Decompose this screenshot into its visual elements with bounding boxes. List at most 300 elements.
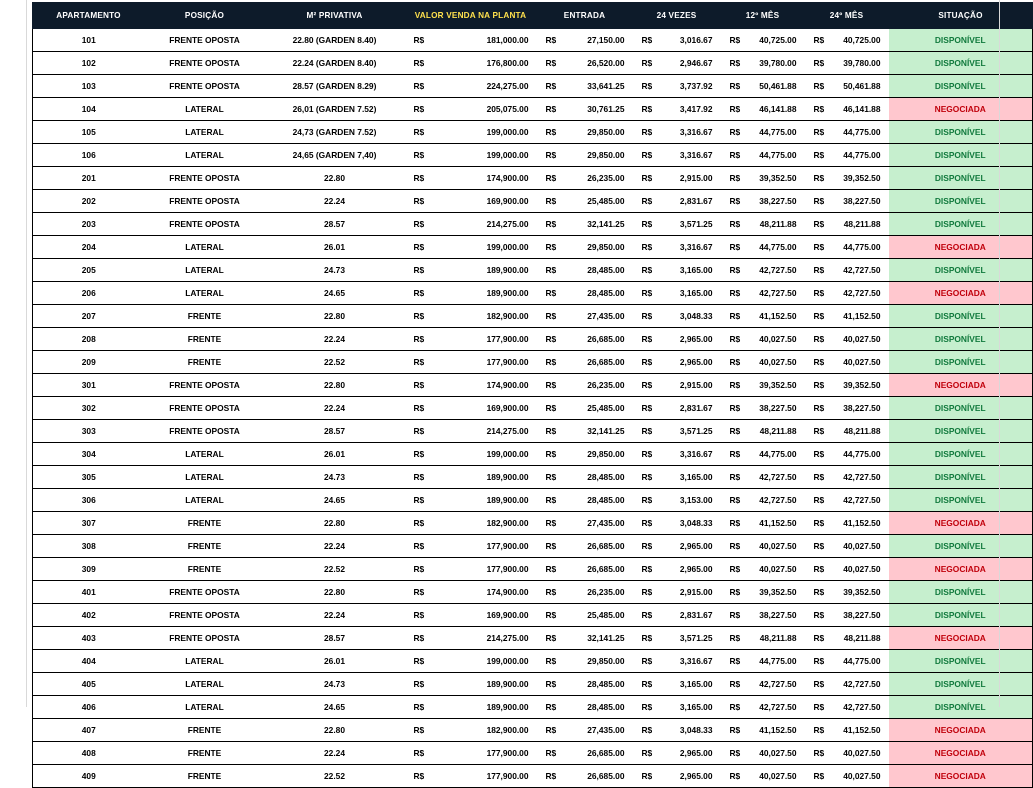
cell-entrada (537, 282, 633, 305)
currency-symbol: R$ (641, 472, 653, 482)
cell-24-vezes (633, 742, 721, 765)
cell-apartamento: 201 (33, 167, 145, 190)
cell-apartamento: 309 (33, 558, 145, 581)
cell-24-vezes-value: 3,316.67 (679, 127, 713, 137)
currency-symbol: R$ (413, 748, 425, 758)
currency-symbol: R$ (413, 403, 425, 413)
currency-symbol: R$ (545, 311, 557, 321)
cell-24-mes (805, 29, 889, 52)
cell-valor-venda (405, 29, 537, 52)
cell-24-mes (805, 765, 889, 788)
currency-symbol: R$ (413, 104, 425, 114)
currency-symbol: R$ (545, 150, 557, 160)
cell-12-mes (721, 328, 805, 351)
currency-symbol: R$ (641, 656, 653, 666)
cell-valor-venda (405, 466, 537, 489)
cell-entrada (537, 466, 633, 489)
currency-symbol: R$ (545, 495, 557, 505)
cell-12-mes (721, 213, 805, 236)
cell-posicao: FRENTE (145, 535, 265, 558)
cell-24-mes (805, 52, 889, 75)
status-badge: DISPONÍVEL (889, 489, 1033, 512)
cell-valor-venda-value: 199,000.00 (486, 656, 529, 666)
cell-entrada-value: 25,485.00 (587, 196, 625, 206)
table-row[interactable] (33, 52, 1033, 75)
status-badge: DISPONÍVEL (889, 604, 1033, 627)
cell-24-mes (805, 489, 889, 512)
currency-symbol: R$ (413, 127, 425, 137)
status-badge: DISPONÍVEL (889, 650, 1033, 673)
cell-entrada-value: 28,485.00 (587, 679, 625, 689)
currency-symbol: R$ (729, 104, 741, 114)
cell-24-mes-value: 38,227.50 (843, 403, 881, 413)
cell-entrada (537, 190, 633, 213)
currency-symbol: R$ (545, 58, 557, 68)
cell-24-vezes (633, 512, 721, 535)
cell-valor-venda (405, 742, 537, 765)
cell-valor-venda (405, 512, 537, 535)
cell-12-mes (721, 121, 805, 144)
cell-entrada-value: 32,141.25 (587, 633, 625, 643)
currency-symbol: R$ (641, 449, 653, 459)
currency-symbol: R$ (413, 472, 425, 482)
cell-24-vezes-value: 3,016.67 (679, 35, 713, 45)
cell-valor-venda-value: 174,900.00 (486, 587, 529, 597)
cell-12-mes-value: 42,727.50 (759, 495, 797, 505)
currency-symbol: R$ (413, 357, 425, 367)
cell-valor-venda (405, 443, 537, 466)
table-row[interactable] (33, 282, 1033, 305)
cell-12-mes-value: 41,152.50 (759, 518, 797, 528)
column-header-12-mes: 12º MÊS (721, 3, 805, 29)
currency-symbol: R$ (413, 334, 425, 344)
cell-entrada (537, 121, 633, 144)
table-row[interactable] (33, 397, 1033, 420)
cell-24-mes (805, 213, 889, 236)
cell-valor-venda-value: 177,900.00 (486, 541, 529, 551)
currency-symbol: R$ (729, 495, 741, 505)
table-row[interactable] (33, 604, 1033, 627)
cell-apartamento: 306 (33, 489, 145, 512)
table-row[interactable] (33, 765, 1033, 788)
cell-apartamento: 305 (33, 466, 145, 489)
cell-12-mes-value: 39,352.50 (759, 587, 797, 597)
currency-symbol: R$ (813, 173, 825, 183)
cell-24-vezes (633, 489, 721, 512)
table-header-row (33, 3, 1033, 29)
cell-entrada (537, 213, 633, 236)
cell-m2-privativa: 24.65 (265, 489, 405, 512)
cell-valor-venda-value: 189,900.00 (486, 288, 529, 298)
cell-m2-privativa: 22.24 (265, 535, 405, 558)
cell-entrada-value: 26,685.00 (587, 564, 625, 574)
table-row[interactable] (33, 167, 1033, 190)
cell-valor-venda (405, 98, 537, 121)
table-row[interactable] (33, 190, 1033, 213)
cell-valor-venda-value: 177,900.00 (486, 357, 529, 367)
cell-entrada (537, 374, 633, 397)
currency-symbol: R$ (729, 679, 741, 689)
currency-symbol: R$ (413, 173, 425, 183)
cell-valor-venda-value: 181,000.00 (486, 35, 529, 45)
cell-m2-privativa: 22.52 (265, 765, 405, 788)
cell-apartamento: 106 (33, 144, 145, 167)
currency-symbol: R$ (729, 449, 741, 459)
cell-12-mes-value: 48,211.88 (759, 426, 797, 436)
cell-12-mes (721, 259, 805, 282)
cell-entrada (537, 167, 633, 190)
currency-symbol: R$ (641, 58, 653, 68)
cell-posicao: FRENTE (145, 765, 265, 788)
cell-24-vezes (633, 167, 721, 190)
cell-24-mes-value: 39,780.00 (843, 58, 881, 68)
cell-24-mes-value: 40,027.50 (843, 748, 881, 758)
cell-12-mes (721, 29, 805, 52)
currency-symbol: R$ (813, 610, 825, 620)
cell-entrada (537, 443, 633, 466)
currency-symbol: R$ (641, 725, 653, 735)
cell-valor-venda (405, 673, 537, 696)
cell-24-vezes (633, 397, 721, 420)
table-row[interactable] (33, 29, 1033, 52)
column-header-situacao: SITUAÇÃO (889, 3, 1033, 29)
status-badge: DISPONÍVEL (889, 397, 1033, 420)
cell-24-vezes-value: 3,316.67 (679, 150, 713, 160)
currency-symbol: R$ (641, 518, 653, 528)
currency-symbol: R$ (413, 771, 425, 781)
cell-entrada (537, 305, 633, 328)
currency-symbol: R$ (729, 334, 741, 344)
table-row[interactable] (33, 742, 1033, 765)
status-badge: NEGOCIADA (889, 236, 1033, 259)
currency-symbol: R$ (641, 679, 653, 689)
column-header-entrada: ENTRADA (537, 3, 633, 29)
cell-24-vezes (633, 236, 721, 259)
currency-symbol: R$ (413, 35, 425, 45)
currency-symbol: R$ (813, 426, 825, 436)
currency-symbol: R$ (413, 426, 425, 436)
currency-symbol: R$ (413, 150, 425, 160)
cell-24-mes-value: 40,027.50 (843, 771, 881, 781)
table-row[interactable] (33, 236, 1033, 259)
table-row[interactable] (33, 305, 1033, 328)
table-row[interactable] (33, 328, 1033, 351)
cell-posicao: LATERAL (145, 144, 265, 167)
cell-m2-privativa: 22.24 (GARDEN 8.40) (265, 52, 405, 75)
currency-symbol: R$ (813, 357, 825, 367)
status-badge: DISPONÍVEL (889, 190, 1033, 213)
currency-symbol: R$ (641, 357, 653, 367)
currency-symbol: R$ (641, 127, 653, 137)
cell-24-vezes-value: 3,165.00 (679, 288, 713, 298)
table-row[interactable] (33, 535, 1033, 558)
cell-24-vezes (633, 29, 721, 52)
currency-symbol: R$ (729, 541, 741, 551)
cell-posicao: FRENTE (145, 512, 265, 535)
cell-24-mes (805, 144, 889, 167)
currency-symbol: R$ (813, 127, 825, 137)
currency-symbol: R$ (813, 219, 825, 229)
cell-apartamento: 409 (33, 765, 145, 788)
cell-valor-venda-value: 224,275.00 (486, 81, 529, 91)
cell-valor-venda-value: 189,900.00 (486, 265, 529, 275)
cell-valor-venda (405, 167, 537, 190)
currency-symbol: R$ (413, 288, 425, 298)
cell-24-mes-value: 42,727.50 (843, 288, 881, 298)
cell-valor-venda (405, 75, 537, 98)
table-row[interactable] (33, 98, 1033, 121)
table-body (33, 29, 1033, 788)
cell-24-mes (805, 581, 889, 604)
apartment-pricing-table (32, 2, 1033, 788)
cell-m2-privativa: 22.80 (GARDEN 8.40) (265, 29, 405, 52)
currency-symbol: R$ (813, 58, 825, 68)
cell-24-mes-value: 39,352.50 (843, 173, 881, 183)
cell-24-mes-value: 42,727.50 (843, 472, 881, 482)
cell-24-vezes-value: 2,831.67 (679, 196, 713, 206)
cell-m2-privativa: 24.65 (265, 282, 405, 305)
currency-symbol: R$ (545, 679, 557, 689)
currency-symbol: R$ (545, 610, 557, 620)
cell-entrada (537, 351, 633, 374)
cell-valor-venda-value: 199,000.00 (486, 242, 529, 252)
currency-symbol: R$ (413, 58, 425, 68)
table-row[interactable] (33, 443, 1033, 466)
cell-m2-privativa: 26,01 (GARDEN 7.52) (265, 98, 405, 121)
cell-12-mes-value: 40,027.50 (759, 771, 797, 781)
currency-symbol: R$ (413, 518, 425, 528)
cell-entrada (537, 719, 633, 742)
cell-m2-privativa: 22.24 (265, 328, 405, 351)
cell-posicao: FRENTE OPOSTA (145, 397, 265, 420)
cell-entrada-value: 26,685.00 (587, 357, 625, 367)
cell-24-vezes (633, 190, 721, 213)
cell-apartamento: 202 (33, 190, 145, 213)
table-row[interactable] (33, 420, 1033, 443)
cell-posicao: FRENTE OPOSTA (145, 374, 265, 397)
cell-24-mes-value: 50,461.88 (843, 81, 881, 91)
currency-symbol: R$ (729, 702, 741, 712)
currency-symbol: R$ (545, 81, 557, 91)
currency-symbol: R$ (545, 587, 557, 597)
cell-apartamento: 101 (33, 29, 145, 52)
cell-entrada-value: 28,485.00 (587, 288, 625, 298)
cell-12-mes-value: 46,141.88 (759, 104, 797, 114)
cell-24-vezes-value: 3,316.67 (679, 242, 713, 252)
currency-symbol: R$ (729, 380, 741, 390)
cell-valor-venda (405, 719, 537, 742)
currency-symbol: R$ (729, 656, 741, 666)
cell-12-mes (721, 489, 805, 512)
table-row[interactable] (33, 581, 1033, 604)
cell-valor-venda (405, 236, 537, 259)
cell-12-mes-value: 40,027.50 (759, 748, 797, 758)
table-row[interactable] (33, 144, 1033, 167)
currency-symbol: R$ (545, 403, 557, 413)
cell-24-vezes-value: 3,048.33 (679, 311, 713, 321)
cell-m2-privativa: 22.80 (265, 512, 405, 535)
currency-symbol: R$ (729, 472, 741, 482)
cell-entrada-value: 26,685.00 (587, 334, 625, 344)
cell-24-vezes (633, 558, 721, 581)
cell-12-mes-value: 42,727.50 (759, 472, 797, 482)
cell-posicao: FRENTE OPOSTA (145, 190, 265, 213)
cell-valor-venda-value: 176,800.00 (486, 58, 529, 68)
currency-symbol: R$ (729, 150, 741, 160)
cell-valor-venda-value: 177,900.00 (486, 564, 529, 574)
cell-24-mes-value: 42,727.50 (843, 679, 881, 689)
cell-valor-venda (405, 374, 537, 397)
column-header-valor-venda-na-planta: VALOR VENDA NA PLANTA (405, 3, 537, 29)
cell-24-vezes (633, 466, 721, 489)
cell-24-vezes-value: 3,165.00 (679, 265, 713, 275)
currency-symbol: R$ (641, 564, 653, 574)
currency-symbol: R$ (413, 380, 425, 390)
currency-symbol: R$ (641, 219, 653, 229)
currency-symbol: R$ (729, 357, 741, 367)
table-row[interactable] (33, 75, 1033, 98)
cell-24-mes-value: 39,352.50 (843, 380, 881, 390)
cell-entrada (537, 742, 633, 765)
currency-symbol: R$ (545, 725, 557, 735)
cell-m2-privativa: 22.24 (265, 604, 405, 627)
table-row[interactable] (33, 351, 1033, 374)
currency-symbol: R$ (641, 541, 653, 551)
cell-m2-privativa: 22.52 (265, 558, 405, 581)
cell-m2-privativa: 22.52 (265, 351, 405, 374)
cell-entrada-value: 27,150.00 (587, 35, 625, 45)
cell-12-mes (721, 397, 805, 420)
cell-24-mes-value: 42,727.50 (843, 265, 881, 275)
cell-24-vezes (633, 535, 721, 558)
cell-valor-venda (405, 121, 537, 144)
currency-symbol: R$ (413, 311, 425, 321)
cell-apartamento: 104 (33, 98, 145, 121)
cell-24-vezes-value: 3,571.25 (679, 426, 713, 436)
currency-symbol: R$ (641, 311, 653, 321)
currency-symbol: R$ (545, 288, 557, 298)
table-row[interactable] (33, 719, 1033, 742)
cell-12-mes-value: 39,352.50 (759, 380, 797, 390)
cell-posicao: LATERAL (145, 98, 265, 121)
cell-entrada-value: 33,641.25 (587, 81, 625, 91)
cell-12-mes (721, 144, 805, 167)
currency-symbol: R$ (545, 380, 557, 390)
table-row[interactable] (33, 512, 1033, 535)
cell-entrada-value: 29,850.00 (587, 656, 625, 666)
currency-symbol: R$ (641, 633, 653, 643)
currency-symbol: R$ (413, 587, 425, 597)
cell-24-vezes (633, 282, 721, 305)
cell-24-mes-value: 39,352.50 (843, 587, 881, 597)
cell-valor-venda (405, 190, 537, 213)
cell-12-mes (721, 443, 805, 466)
cell-24-mes-value: 40,027.50 (843, 334, 881, 344)
currency-symbol: R$ (641, 35, 653, 45)
currency-symbol: R$ (545, 633, 557, 643)
cell-entrada-value: 26,235.00 (587, 587, 625, 597)
cell-24-vezes-value: 2,915.00 (679, 380, 713, 390)
table-row[interactable] (33, 558, 1033, 581)
table-row[interactable] (33, 489, 1033, 512)
cell-m2-privativa: 24,73 (GARDEN 7.52) (265, 121, 405, 144)
cell-posicao: LATERAL (145, 650, 265, 673)
status-badge: DISPONÍVEL (889, 305, 1033, 328)
cell-24-mes (805, 121, 889, 144)
cell-apartamento: 308 (33, 535, 145, 558)
cell-entrada-value: 28,485.00 (587, 472, 625, 482)
table-row[interactable] (33, 696, 1033, 719)
cell-12-mes (721, 236, 805, 259)
cell-posicao: FRENTE (145, 328, 265, 351)
cell-12-mes (721, 742, 805, 765)
table-row[interactable] (33, 627, 1033, 650)
table-row[interactable] (33, 121, 1033, 144)
table-row[interactable] (33, 673, 1033, 696)
currency-symbol: R$ (413, 219, 425, 229)
cell-entrada (537, 328, 633, 351)
cell-24-vezes (633, 627, 721, 650)
status-badge: DISPONÍVEL (889, 466, 1033, 489)
table-row[interactable] (33, 213, 1033, 236)
cell-12-mes (721, 98, 805, 121)
currency-symbol: R$ (413, 541, 425, 551)
cell-24-vezes-value: 2,831.67 (679, 403, 713, 413)
cell-24-vezes (633, 581, 721, 604)
cell-12-mes (721, 167, 805, 190)
cell-posicao: LATERAL (145, 282, 265, 305)
cell-entrada (537, 512, 633, 535)
cell-12-mes (721, 765, 805, 788)
cell-posicao: LATERAL (145, 673, 265, 696)
table-row[interactable] (33, 259, 1033, 282)
cell-valor-venda-value: 182,900.00 (486, 725, 529, 735)
cell-12-mes-value: 40,027.50 (759, 564, 797, 574)
cell-24-mes-value: 38,227.50 (843, 610, 881, 620)
table-row[interactable] (33, 374, 1033, 397)
cell-12-mes-value: 44,775.00 (759, 127, 797, 137)
currency-symbol: R$ (813, 311, 825, 321)
cell-m2-privativa: 22.80 (265, 581, 405, 604)
currency-symbol: R$ (641, 771, 653, 781)
table-row[interactable] (33, 650, 1033, 673)
cell-entrada-value: 26,235.00 (587, 380, 625, 390)
currency-symbol: R$ (813, 541, 825, 551)
cell-12-mes-value: 40,027.50 (759, 541, 797, 551)
cell-12-mes (721, 719, 805, 742)
cell-m2-privativa: 22.24 (265, 190, 405, 213)
cell-12-mes (721, 420, 805, 443)
cell-24-vezes (633, 420, 721, 443)
cell-entrada (537, 765, 633, 788)
column-header-m2-privativa: M² PRIVATIVA (265, 3, 405, 29)
currency-symbol: R$ (641, 426, 653, 436)
cell-entrada (537, 29, 633, 52)
cell-m2-privativa: 26.01 (265, 443, 405, 466)
cell-apartamento: 408 (33, 742, 145, 765)
table-row[interactable] (33, 466, 1033, 489)
cell-m2-privativa: 22.24 (265, 742, 405, 765)
cell-24-vezes-value: 3,316.67 (679, 449, 713, 459)
currency-symbol: R$ (413, 656, 425, 666)
page-right-rule (999, 0, 1000, 707)
cell-12-mes (721, 190, 805, 213)
cell-entrada (537, 535, 633, 558)
currency-symbol: R$ (545, 656, 557, 666)
cell-24-mes-value: 42,727.50 (843, 702, 881, 712)
cell-12-mes-value: 48,211.88 (759, 633, 797, 643)
currency-symbol: R$ (813, 265, 825, 275)
